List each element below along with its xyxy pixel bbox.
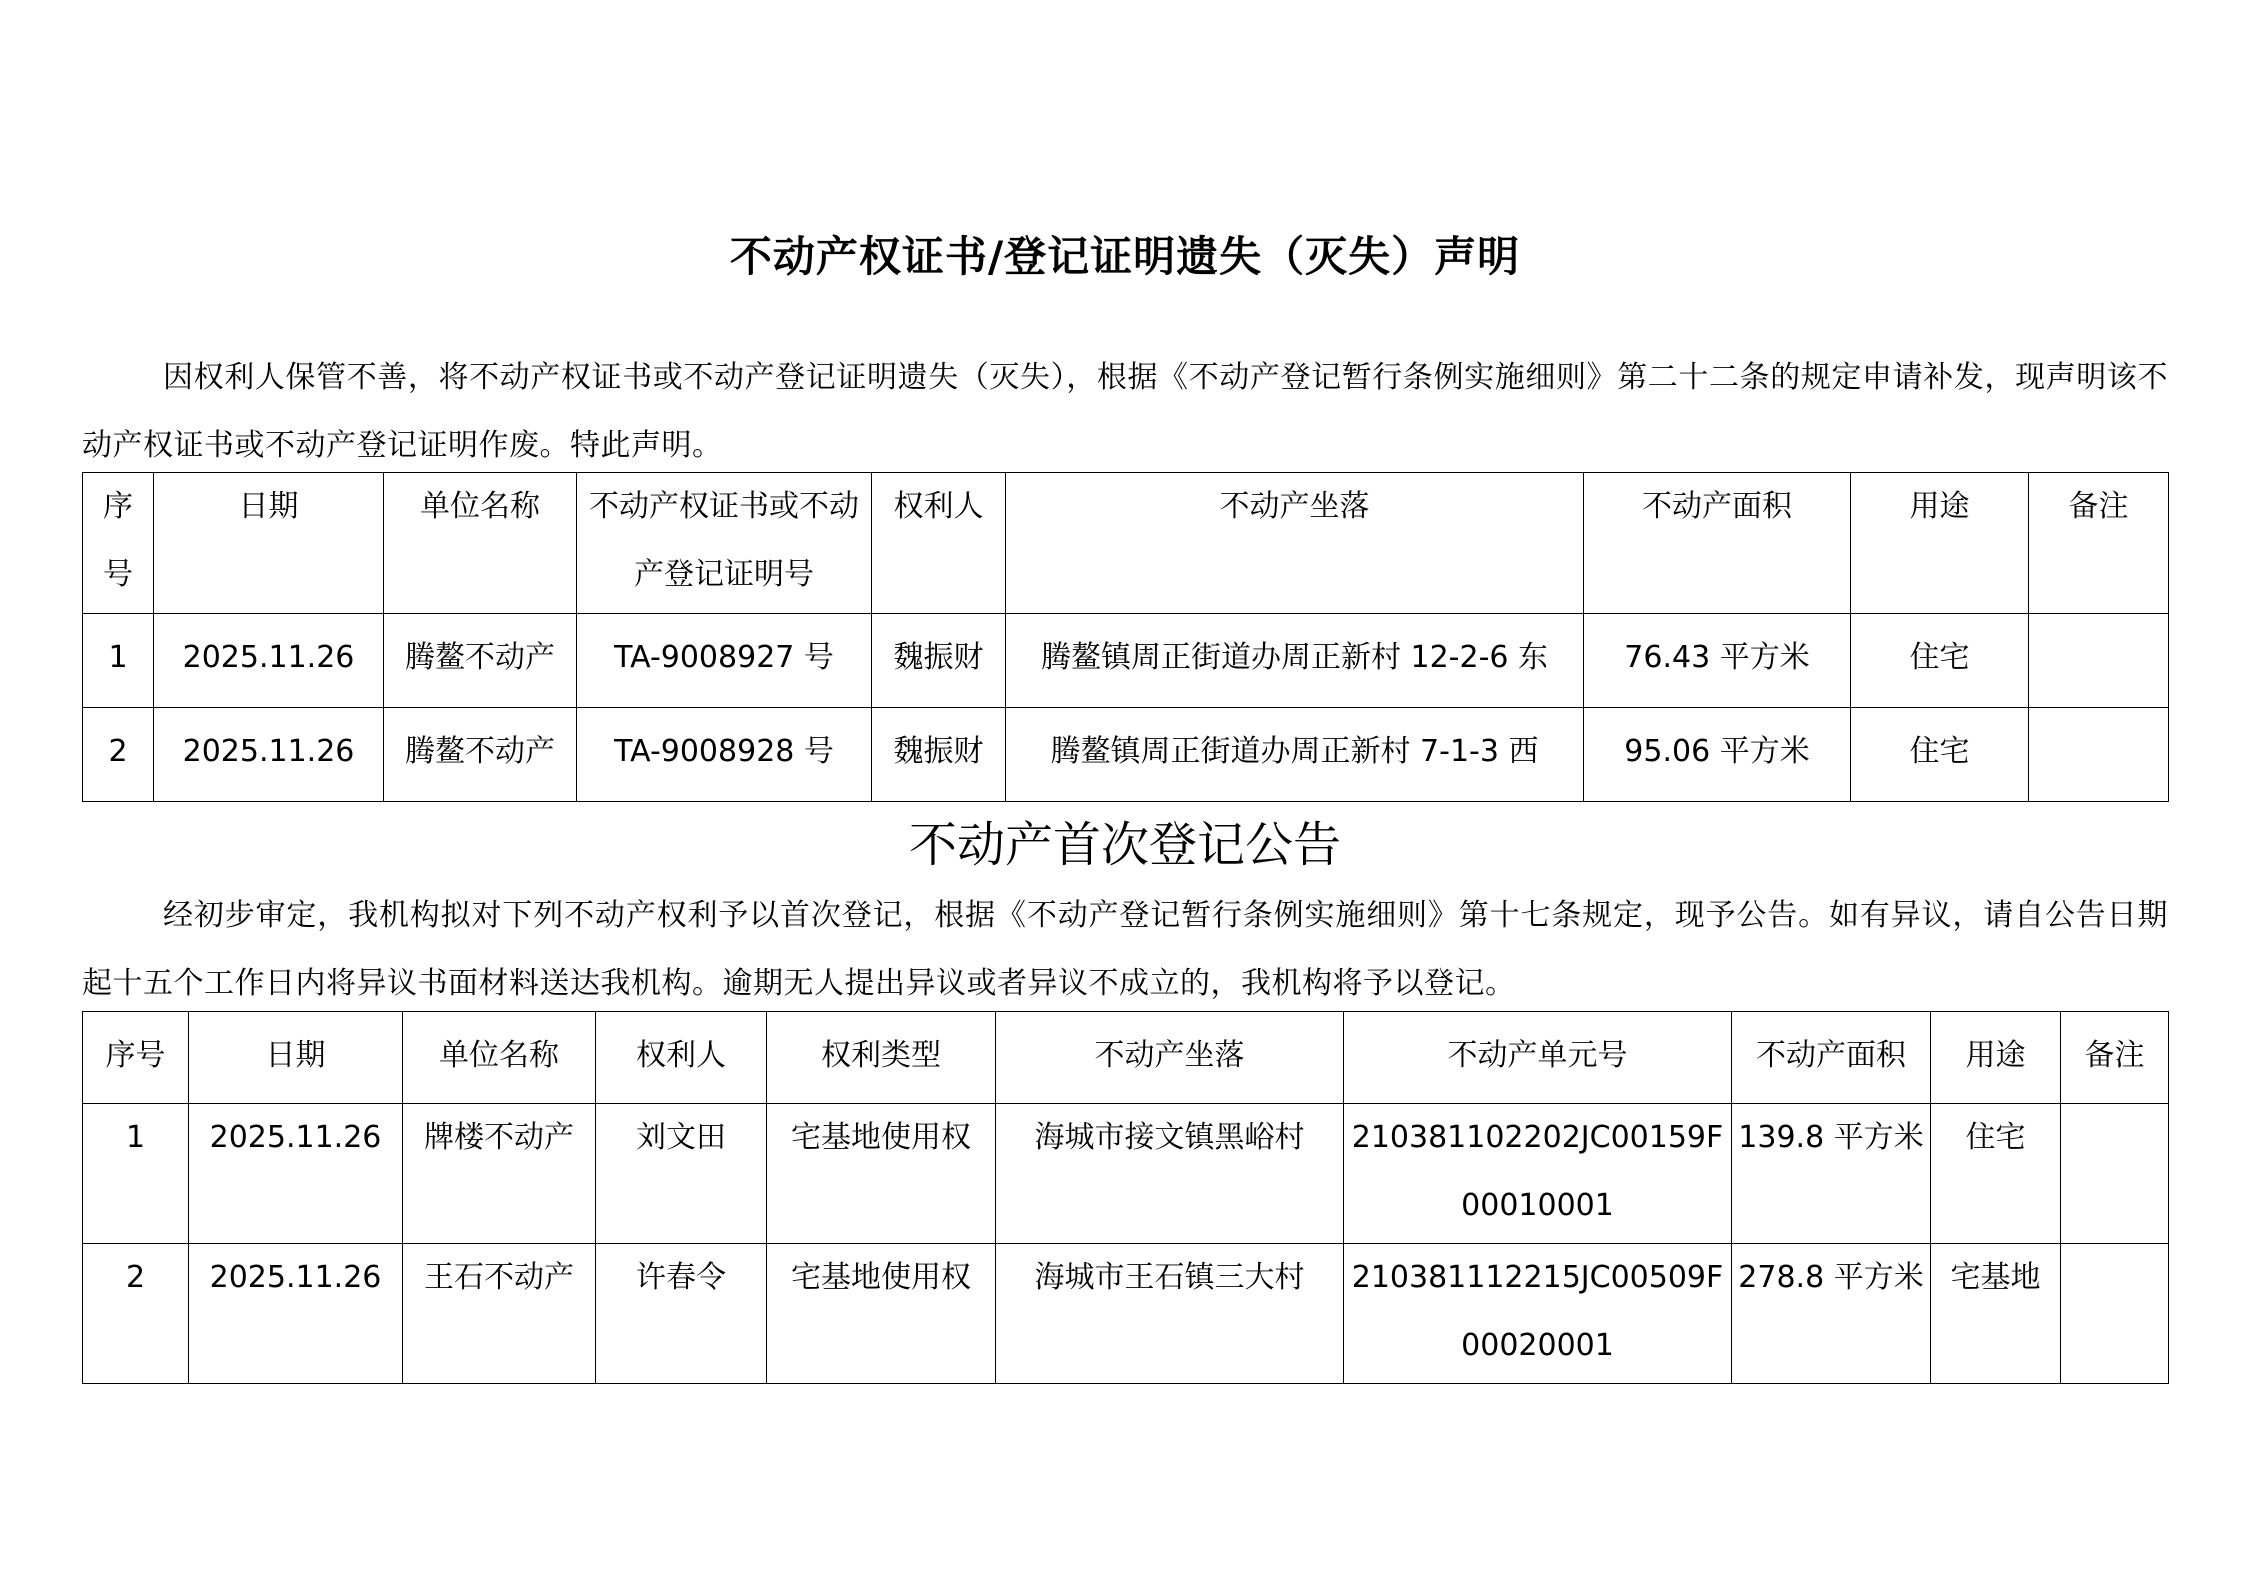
table-cell: 腾鳌不动产 xyxy=(384,614,577,708)
header-cell: 单位名称 xyxy=(384,473,577,614)
table-cell: 278.8 平方米 xyxy=(1732,1244,1931,1384)
table-cell: 2025.11.26 xyxy=(154,614,384,708)
table-cell: 魏振财 xyxy=(872,614,1006,708)
table-cell: 住宅 xyxy=(1851,614,2029,708)
table-cell: TA-9008927 号 xyxy=(577,614,872,708)
header-cell: 不动产权证书或不动产登记证明号 xyxy=(577,473,872,614)
first-registration-table xyxy=(82,1011,2169,1384)
header-cell: 日期 xyxy=(189,1012,403,1104)
table-cell: 宅基地使用权 xyxy=(767,1244,996,1384)
header-cell: 不动产面积 xyxy=(1732,1012,1931,1104)
table-cell: 2 xyxy=(83,1244,189,1384)
table-cell: 宅基地 xyxy=(1931,1244,2061,1384)
table-cell: 76.43 平方米 xyxy=(1584,614,1851,708)
table-cell: 2 xyxy=(83,708,154,802)
header-cell: 序号 xyxy=(83,1012,189,1104)
header-cell: 备注 xyxy=(2061,1012,2169,1104)
table-cell: 210381112215JC00509F00020001 xyxy=(1344,1244,1732,1384)
table-row xyxy=(83,708,2169,802)
table-cell: 住宅 xyxy=(1851,708,2029,802)
table-cell: 腾鳌镇周正街道办周正新村 7-1-3 西 xyxy=(1006,708,1584,802)
header-cell: 权利类型 xyxy=(767,1012,996,1104)
table-cell: 210381102202JC00159F00010001 xyxy=(1344,1104,1732,1244)
table-row xyxy=(83,614,2169,708)
table-row xyxy=(83,1104,2169,1244)
table-cell: 2025.11.26 xyxy=(189,1244,403,1384)
loss-notice-table xyxy=(82,472,2169,802)
table-cell: 宅基地使用权 xyxy=(767,1104,996,1244)
header-cell: 不动产面积 xyxy=(1584,473,1851,614)
table-cell xyxy=(2061,1104,2169,1244)
header-cell: 权利人 xyxy=(596,1012,767,1104)
header-cell: 日期 xyxy=(154,473,384,614)
header-cell: 不动产坐落 xyxy=(996,1012,1344,1104)
table-cell xyxy=(2061,1244,2169,1384)
table-header-row xyxy=(83,1012,2169,1104)
table-cell: 2025.11.26 xyxy=(154,708,384,802)
table-cell: TA-9008928 号 xyxy=(577,708,872,802)
first-registration-paragraph: 经初步审定，我机构拟对下列不动产权利予以首次登记，根据《不动产登记暂行条例实施细则》第十七条规定，现予公告。如有异议，请自公告日期起十五个工作日内将异议书面材料送达我机构。逾期无人提出异议或者异议不成立的，我机构将予以登记。 xyxy=(82,898,2168,1001)
table-cell: 许春令 xyxy=(596,1244,767,1384)
table-cell: 魏振财 xyxy=(872,708,1006,802)
table-cell: 海城市王石镇三大村 xyxy=(996,1244,1344,1384)
loss-notice-paragraph: 因权利人保管不善，将不动产权证书或不动产登记证明遗失（灭失），根据《不动产登记暂行条例实施细则》第二十二条的规定申请补发，现声明该不动产权证书或不动产登记证明作废。特此声明。 xyxy=(82,360,2168,463)
table-cell: 腾鳌不动产 xyxy=(384,708,577,802)
table-header-row xyxy=(83,473,2169,614)
header-cell: 不动产单元号 xyxy=(1344,1012,1732,1104)
header-cell: 用途 xyxy=(1931,1012,2061,1104)
first-registration-title: 不动产首次登记公告 xyxy=(908,817,1341,873)
table-cell: 1 xyxy=(83,614,154,708)
table-row xyxy=(83,1244,2169,1384)
loss-notice-title: 不动产权证书/登记证明遗失（灭失）声明 xyxy=(729,232,1521,281)
table-cell: 2025.11.26 xyxy=(189,1104,403,1244)
header-cell: 用途 xyxy=(1851,473,2029,614)
header-cell: 备注 xyxy=(2029,473,2169,614)
header-cell: 单位名称 xyxy=(403,1012,596,1104)
table-cell: 海城市接文镇黑峪村 xyxy=(996,1104,1344,1244)
table-cell: 腾鳌镇周正街道办周正新村 12-2-6 东 xyxy=(1006,614,1584,708)
table-cell: 王石不动产 xyxy=(403,1244,596,1384)
header-cell: 序号 xyxy=(83,473,154,614)
table-cell: 牌楼不动产 xyxy=(403,1104,596,1244)
table-cell xyxy=(2029,614,2169,708)
header-cell: 不动产坐落 xyxy=(1006,473,1584,614)
table-cell: 住宅 xyxy=(1931,1104,2061,1244)
table-cell: 139.8 平方米 xyxy=(1732,1104,1931,1244)
table-cell: 1 xyxy=(83,1104,189,1244)
table-cell: 95.06 平方米 xyxy=(1584,708,1851,802)
table-cell: 刘文田 xyxy=(596,1104,767,1244)
header-cell: 权利人 xyxy=(872,473,1006,614)
table-cell xyxy=(2029,708,2169,802)
